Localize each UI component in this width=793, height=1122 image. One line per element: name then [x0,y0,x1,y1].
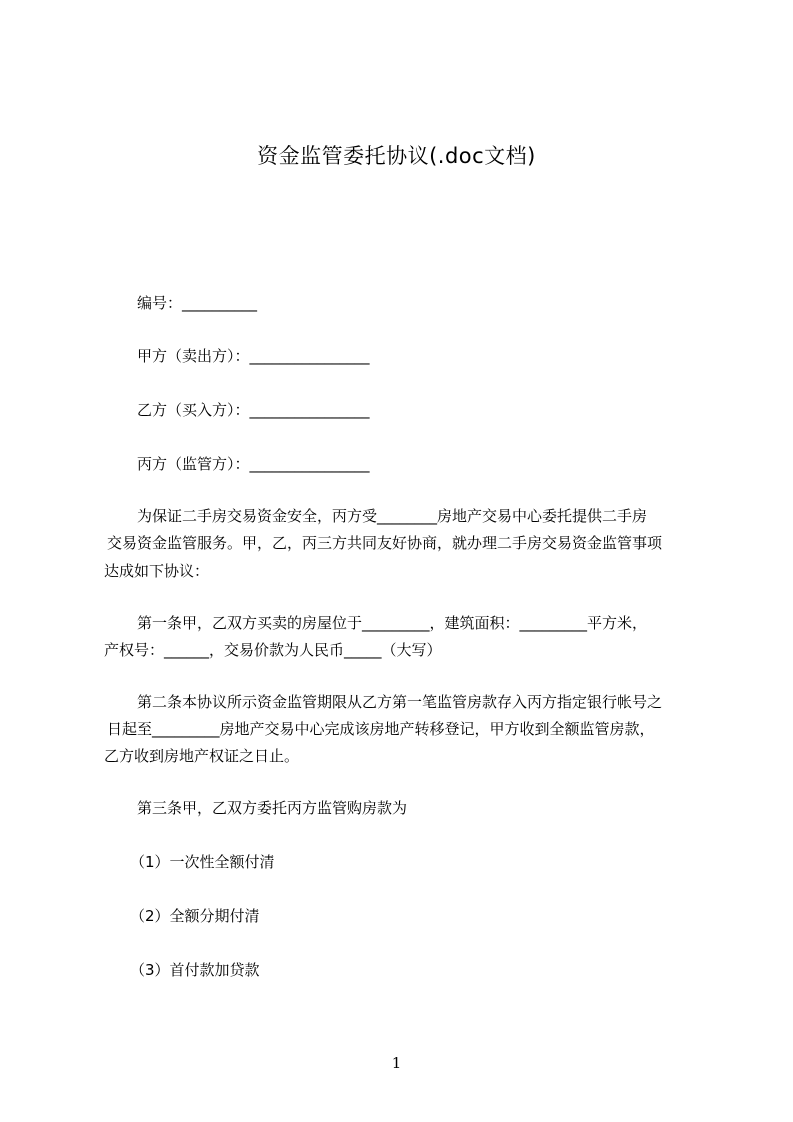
article-1-line: 第一条甲，乙双方买卖的房屋位于_________，建筑面积：_________平方米， [137,614,648,632]
party-b-field: 乙方（买入方）：________________ [137,401,370,419]
preamble-line: 为保证二手房交易资金安全，丙方受________房地产交易中心委托提供二手房 [137,507,648,525]
number-field: 编号：__________ [137,294,258,312]
article-1-line: 产权号：______，交易价款为人民币_____（大写） [104,641,442,659]
preamble-line: 达成如下协议： [104,562,210,580]
article-2-line: 第二条本协议所示资金监管期限从乙方第一笔监管房款存入丙方指定银行帐号之 [137,693,663,711]
party-a-field: 甲方（卖出方）：________________ [137,347,370,365]
article-2-line: 日起至_________房地产交易中心完成该房地产转移登记，甲方收到全额监管房款， [107,720,655,738]
article-3-option: （3）首付款加贷款 [130,961,260,979]
article-3-option: （2）全额分期付清 [130,907,260,925]
preamble-line: 交易资金监管服务。甲，乙，丙三方共同友好协商，就办理二手房交易资金监管事项 [107,534,663,552]
party-c-field: 丙方（监管方）：________________ [137,455,370,473]
page-number: 1 [391,1054,402,1072]
document-title: 资金监管委托协议(.doc文档) [257,144,536,168]
article-3-option: （1）一次性全额付清 [130,853,275,871]
article-2-line: 乙方收到房地产权证之日止。 [104,747,300,765]
article-3-heading: 第三条甲，乙双方委托丙方监管购房款为 [137,799,408,817]
